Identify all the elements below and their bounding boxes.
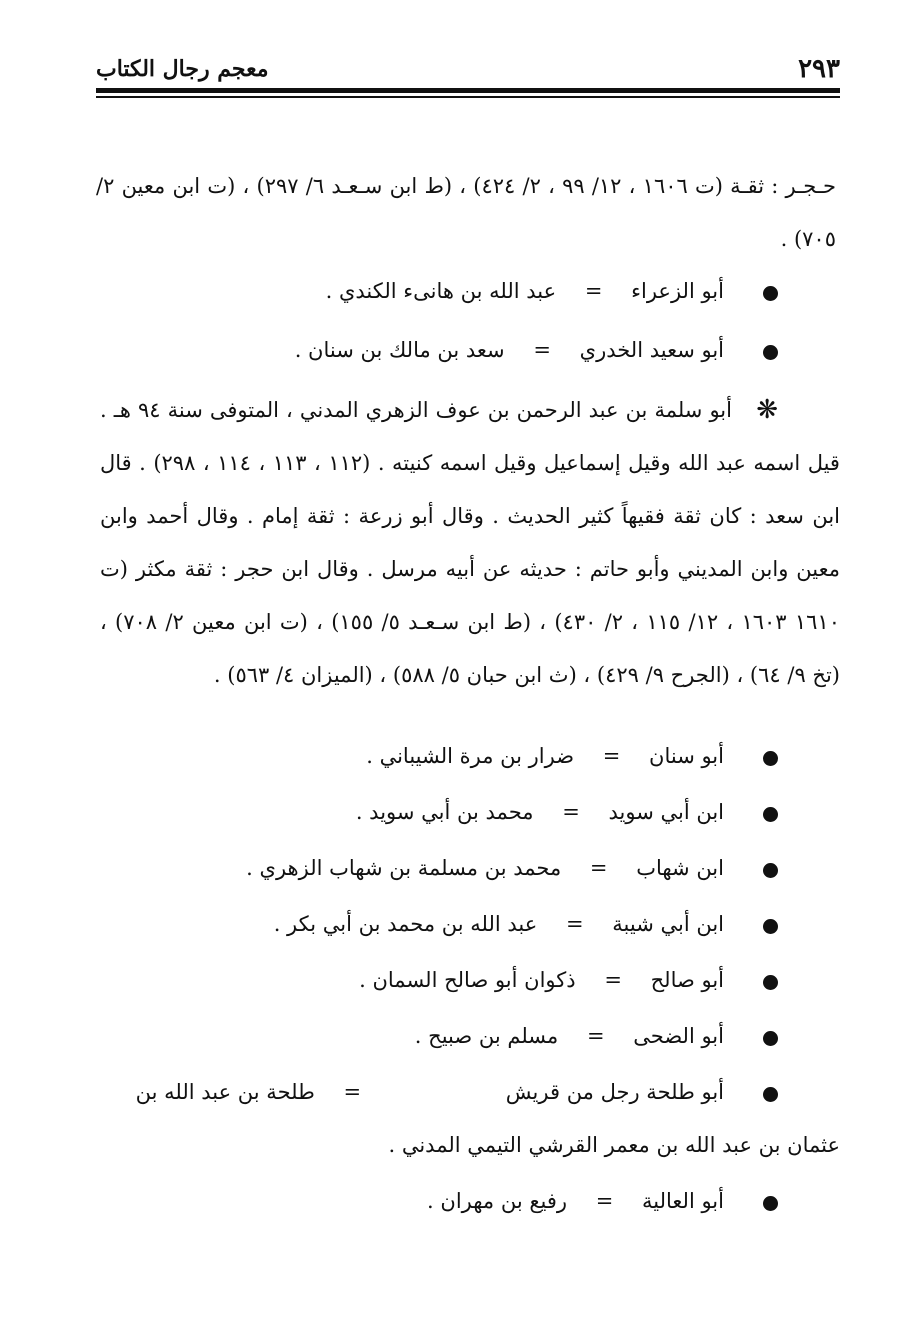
header-rule-thin	[96, 96, 840, 98]
entry-kunya: أبو الضحى	[633, 1024, 724, 1048]
list-item	[96, 786, 840, 839]
header-rule-thick	[96, 88, 840, 93]
list-item	[96, 730, 840, 783]
entry-reference: مسلم بن صبيح .	[414, 1024, 559, 1048]
list-item	[96, 324, 840, 377]
equals-sign: =	[586, 1024, 605, 1048]
bullet-icon	[763, 286, 778, 301]
bullet-icon	[763, 863, 778, 878]
list-item	[96, 1010, 840, 1063]
entry-kunya: أبو الزعراء	[631, 279, 724, 303]
asterisk-icon: ❋	[756, 395, 778, 425]
list-item	[96, 265, 840, 318]
page-number: ٢٩٣	[798, 54, 840, 84]
equals-sign: =	[584, 279, 603, 303]
biography-entry	[96, 384, 840, 702]
entry-reference: عبد الله بن محمد بن أبي بكر .	[273, 912, 538, 936]
equals-sign: =	[589, 856, 608, 880]
entry-kunya: ابن أبي شيبة	[612, 912, 724, 936]
bullet-icon	[763, 807, 778, 822]
list-item	[96, 898, 840, 951]
list-item	[96, 1066, 840, 1172]
bullet-icon	[763, 1196, 778, 1211]
equals-sign: =	[562, 800, 580, 824]
entry-reference: ضرار بن مرة الشيباني .	[366, 744, 575, 768]
entry-kunya: أبو سعيد الخدري	[579, 338, 724, 362]
entry-kunya: أبو صالح	[650, 968, 724, 992]
bullet-icon	[763, 345, 778, 360]
entry-reference: ذكوان أبو صالح السمان .	[359, 968, 576, 992]
running-title: معجم رجال الكتاب	[96, 56, 269, 82]
biography-text: أبو سلمة بن عبد الرحمن بن عوف الزهري المدني ، المتوفى سنة ٩٤ هـ . قيل اسمه عبد الله وقيل إسماعيل وقيل اسمه كنيته . (١١٢ ، ١١٣ ، ١١٤ ، ٢٩٨) . قال ابن سعد : كان ثقة فقيهاً كثير الحديث . وقال أبو زرعة : ثقة إمام . وقال أحمد وابن معين وابن المديني وأبو حاتم : حديثه عن أبيه مرسل . وقال ابن حجر : ثقة مكثر (ت ١٦١٠ ١٦٠٣ ، ١٢/ ١١٥ ، ٢/ ٤٣٠) ، (ط ابن سـعـد ٥/ ١٥٥) ، (ت ابن معين ٢/ ٧٠٨) ، (تخ ٩/ ٦٤) ، (الجرح ٩/ ٤٢٩) ، (ث ابن حبان ٥/ ٥٨٨) ، (الميزان ٤/ ٥٦٣) .	[100, 398, 840, 687]
bullet-icon	[763, 1087, 778, 1102]
bullet-icon	[763, 975, 778, 990]
equals-sign: =	[533, 338, 551, 362]
list-item	[96, 1175, 840, 1228]
entry-reference: محمد بن مسلمة بن شهاب الزهري .	[246, 856, 562, 880]
entry-reference: رفيع بن مهران .	[427, 1189, 568, 1213]
entry-reference: محمد بن أبي سويد .	[355, 800, 534, 824]
entry-kunya: أبو العالية	[642, 1189, 724, 1213]
entry-reference: عبد الله بن هانىء الكندي .	[325, 279, 557, 303]
entry-list-a	[96, 265, 840, 377]
equals-sign: =	[595, 1189, 614, 1213]
list-item	[96, 842, 840, 895]
equals-sign: =	[602, 744, 621, 768]
bullet-icon	[763, 919, 778, 934]
entry-reference: سعد بن مالك بن سنان .	[294, 338, 505, 362]
equals-sign: =	[343, 1080, 362, 1104]
continuation-paragraph: حـجـر : ثقـة (ت ١٦٠٦ ، ١٢/ ٩٩ ، ٢/ ٤٢٤) ، (ط ابن سـعـد ٦/ ٢٩٧) ، (ت ابن معين ٢/ ٧٠٥) .	[96, 174, 836, 251]
equals-sign: =	[565, 912, 584, 936]
list-item	[96, 954, 840, 1007]
entry-kunya: أبو سنان	[649, 744, 724, 768]
entry-kunya: ابن شهاب	[636, 856, 724, 880]
entry-list-b	[96, 730, 840, 1228]
bullet-icon	[763, 1031, 778, 1046]
equals-sign: =	[604, 968, 622, 992]
entry-kunya: أبو طلحة رجل من قريش	[505, 1080, 724, 1104]
page-header	[96, 54, 840, 86]
entry-kunya: ابن أبي سويد	[608, 800, 724, 824]
bullet-icon	[763, 751, 778, 766]
entry-reference: طلحة بن عبد الله بن عثمان بن عبد الله بن معمر القرشي التيمي المدني .	[135, 1080, 840, 1157]
